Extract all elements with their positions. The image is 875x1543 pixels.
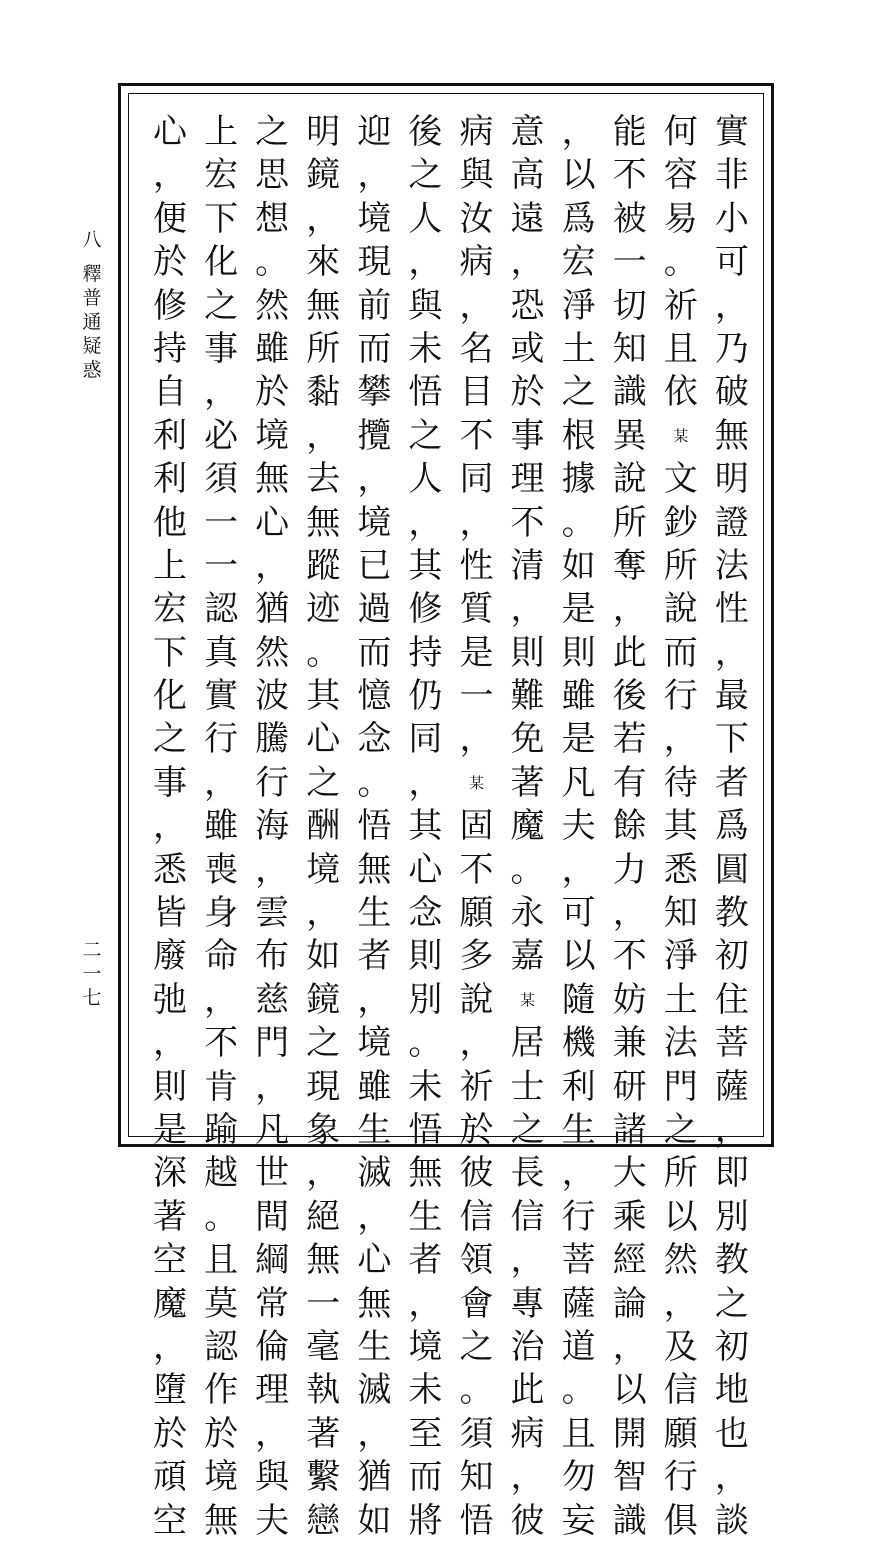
running-title: 釋 普 通 疑 惑 [82, 263, 102, 381]
text-columns [148, 111, 754, 1541]
text-column-5: 意 高 遠 ， 恐 或 於 事 理 不 清 ， 則 難 免 著 魔 。 永 嘉 某 居 士 之 長 信 ， 專 治 此 病 ， 彼 [510, 112, 545, 1541]
text-column-8: 迎 ， 境 現 前 而 攀 攬 ， 境 已 過 而 憶 念 。 悟 無 生 者 ， 境 雖 生 滅 ， 心 無 生 滅 ， 猶 如 [357, 112, 392, 1541]
chapter-number: 八 [82, 229, 102, 251]
text-column-12: 心 ， 便 於 修 持 自 利 利 他 上 宏 下 化 之 事 ， 悉 皆 廢 弛 ， 則 是 深 著 空 魔 ， 墮 於 頑 空 [153, 112, 187, 1541]
page-frame [118, 83, 774, 1541]
text-column-1: 實 非 小 可 ， 乃 破 無 明 證 法 性 ， 最 下 者 爲 圓 教 初 住 菩 薩 ， 即 別 教 之 初 地 也 ， 談 [714, 112, 749, 1541]
text-column-9: 明 鏡 ， 來 無 所 黏 ， 去 無 蹤 迹 。 其 心 之 酬 境 ， 如 鏡 之 現 象 ， 絕 無 一 毫 執 著 繫 戀 [306, 112, 341, 1541]
text-column-2: 何 容 易 。 祈 且 依 某 文 鈔 所 說 而 行 ， 待 其 悉 知 淨 土 法 門 之 所 以 然 ， 及 信 願 行 俱 [663, 112, 698, 1541]
text-column-3: 能 不 被 一 切 知 識 異 說 所 奪 ， 此 後 若 有 餘 力 ， 不 妨 兼 研 諸 大 乘 經 論 ， 以 開 智 識 [612, 112, 647, 1541]
text-column-7: 後 之 人 ， 與 未 悟 之 人 ， 其 修 持 仍 同 ， 其 心 念 則 別 。 未 悟 無 生 者 ， 境 未 至 而 將 [408, 112, 443, 1541]
page-frame-inner [128, 93, 764, 1541]
text-column-10: 之 思 想 。 然 雖 於 境 無 心 ， 猶 然 波 騰 行 海 ， 雲 布 慈 門 ， 凡 世 間 綱 常 倫 理 ， 與 夫 [255, 112, 290, 1541]
text-column-11: 上 宏 下 化 之 事 ， 必 須 一 一 認 真 實 行 ， 雖 喪 身 命 ， 不 肯 踰 越 。 且 莫 認 作 於 境 無 [204, 112, 239, 1541]
text-column-4: ， 以 爲 宏 淨 土 之 根 據 。 如 是 則 雖 是 凡 夫 ， 可 以 隨 機 利 生 ， 行 菩 薩 道 。 且 勿 妄 [561, 112, 596, 1541]
text-column-6: 病 與 汝 病 ， 名 目 不 同 ， 性 質 是 一 ， 某 固 不 願 多 說 ， 祈 於 彼 信 領 會 之 。 須 知 悟 [459, 112, 494, 1541]
page-number: 二 一 七 [82, 939, 102, 1009]
